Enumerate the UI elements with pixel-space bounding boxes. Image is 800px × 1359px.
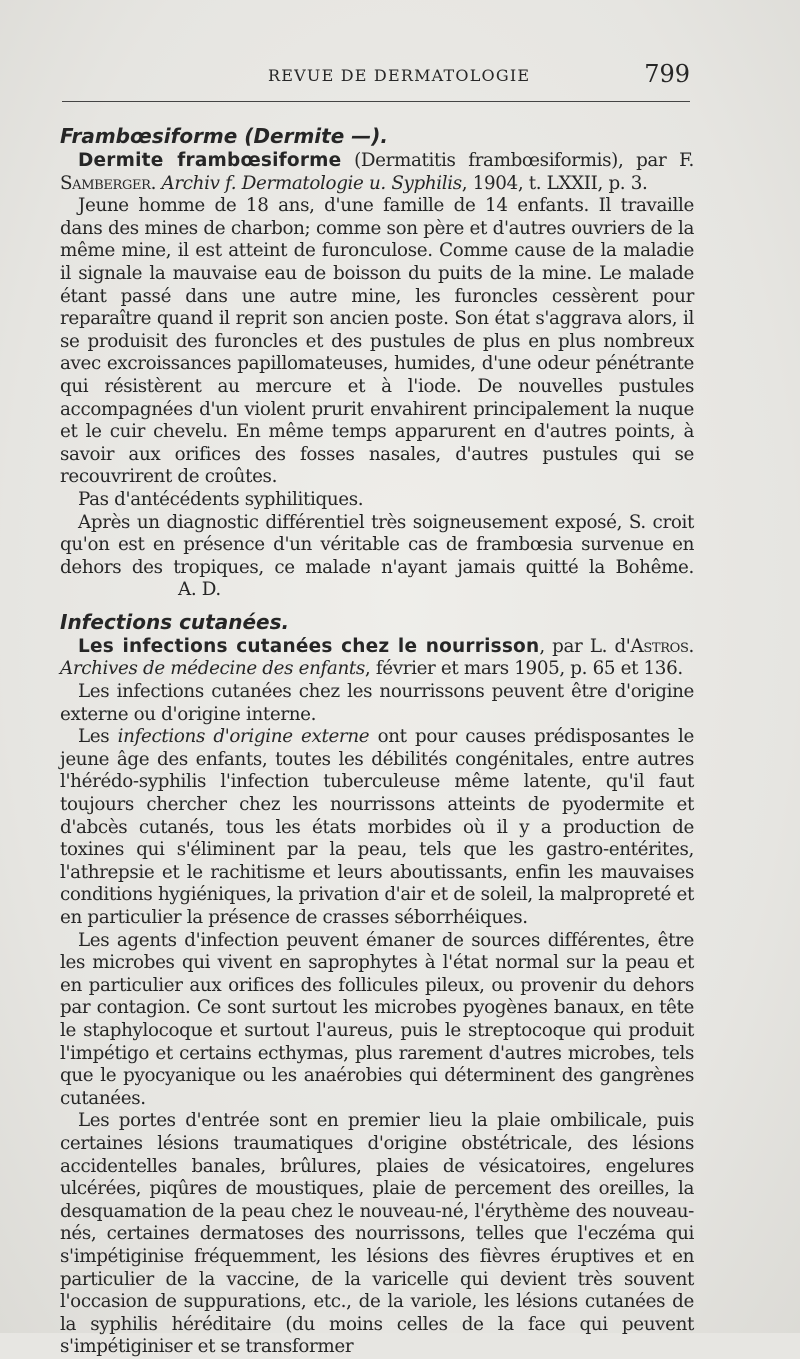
- paragraph-text: ont pour causes prédisposantes le jeune âge des enfants, toutes les débilités congénitales, entre autres l'hérédo-syphilis l'infection tuberculeuse même latente, qu'il faut toujours chercher chez les nourrissons atteints de pyodermite et d'abcès cutanés, tous les états morbides où il y a production de toxines qui s'éliminent par la peau, tels que les gastro-entérites, l'athrepsie et le rachitisme et leurs aboutissants, enfin les mauvaises conditions hygiéniques, la privation d'air et de soleil, la malpropreté et en particulier la présence de crasses séborrhéiques.: [60, 726, 694, 928]
- header-rule: [62, 101, 690, 102]
- paragraph: Pas d'antécédents syphilitiques.: [78, 488, 364, 510]
- reference-details: , 1904, t. LXXII, p. 3.: [461, 172, 648, 194]
- article-title: Dermite frambœsiforme: [78, 150, 342, 171]
- journal-name: Archiv f. Dermatologie u. Syphilis: [161, 172, 462, 194]
- author-initial: F.: [679, 150, 695, 171]
- paragraph: [60, 512, 694, 602]
- page-header: [60, 62, 690, 92]
- paragraph: [60, 726, 694, 929]
- reference-details: , février et mars 1905, p. 65 et 136.: [364, 658, 683, 680]
- article-reference: [60, 636, 694, 681]
- journal-name: Archives de médecine des enfants: [60, 658, 365, 680]
- emphasis: infections d'origine externe: [117, 726, 370, 748]
- running-title: REVUE DE DERMATOLOGIE: [268, 66, 531, 85]
- article-title: Les infections cutanées chez le nourrisson: [78, 635, 540, 657]
- reference-text: (Dermatitis frambœsiformis), par: [354, 150, 680, 171]
- article-reference: [60, 150, 694, 195]
- reference-text: .: [150, 172, 162, 194]
- author-name: Astros: [630, 635, 689, 657]
- reference-text: .: [688, 635, 694, 657]
- page-body: [60, 122, 694, 1359]
- page-number: 799: [644, 60, 690, 88]
- paragraph: Jeune homme de 18 ans, d'une famille de 14 enfants. Il travaille dans des mines de charbon; comme son père et d'autres ouvriers de la même mine, il est atteint de furonculose. Comme cause de la maladie il signale la mauvaise eau de boisson du puits de la mine. Le malade étant passé dans une autre mine, les furoncles cessèrent pour reparaître quand il reprit son ancien poste. Son état s'aggrava alors, il se produisit des furoncles et des pustules de plus en plus nombreux avec excroissances papillomateuses, humides, d'une odeur pénétrante qui résistèrent au mercure et à l'iode. De nouvelles pustules accompagnées d'un violent prurit envahirent principalement la nuque et le cuir chevelu. En même temps apparurent en d'autres points, à savoir aux orifices des fosses nasales, d'autres pustules qui se recouvrirent de croûtes.: [60, 195, 694, 488]
- section-heading-framboesiforme: Frambœsiforme (Dermite —).: [60, 124, 388, 148]
- paragraph: Les infections cutanées chez les nourrissons peuvent être d'origine externe ou d'origine interne.: [60, 681, 694, 725]
- paragraph-text: Après un diagnostic différentiel très soigneusement exposé, S. croit qu'on est en présence d'un véritable cas de frambœsia survenue en dehors des tropiques, ce malade n'ayant jamais quitté la Bohême.: [60, 511, 694, 578]
- section-heading-infections-cutanees: Infections cutanées.: [60, 609, 290, 634]
- paragraph: Les agents d'infection peuvent émaner de sources différentes, être les microbes qui vivent en saprophytes à l'état normal sur la peau et en particulier aux orifices des follicules pileux, ou provenir du dehors par contagion. Ce sont surtout les microbes pyogènes banaux, en tête le staphylocoque et surtout l'aureus, puis le streptocoque qui produit l'impétigo et certains ecthymas, plus rarement d'autres microbes, tels que le pyocyanique ou les anaérobies qui déterminent des gangrènes cutanées.: [60, 929, 694, 1109]
- signature: A. D.: [178, 579, 221, 601]
- author-name: Samberger: [60, 172, 151, 194]
- reference-text: , par L. d': [539, 635, 631, 657]
- paragraph-text: Les: [78, 726, 118, 748]
- paragraph: Les portes d'entrée sont en premier lieu la plaie ombilicale, puis certaines lésions traumatiques d'origine obstétricale, des lésions accidentelles banales, brûlures, plaies de vésicatoires, engelures ulcérées, piqûres de moustiques, plaie de percement des oreilles, la desquamation de la peau chez le nouveau-né, l'érythème des nouveau-nés, certaines dermatoses des nourrissons, telles que l'eczéma qui s'impétiginise fréquemment, les lésions des fièvres éruptives et en particulier de la vaccine, de la varicelle qui devient très souvent l'occasion de suppurations, etc., de la variole, les lésions cutanées de la syphilis héréditaire (du moins celles de la face qui peuvent s'impétiginiser et se transformer: [60, 1110, 694, 1358]
